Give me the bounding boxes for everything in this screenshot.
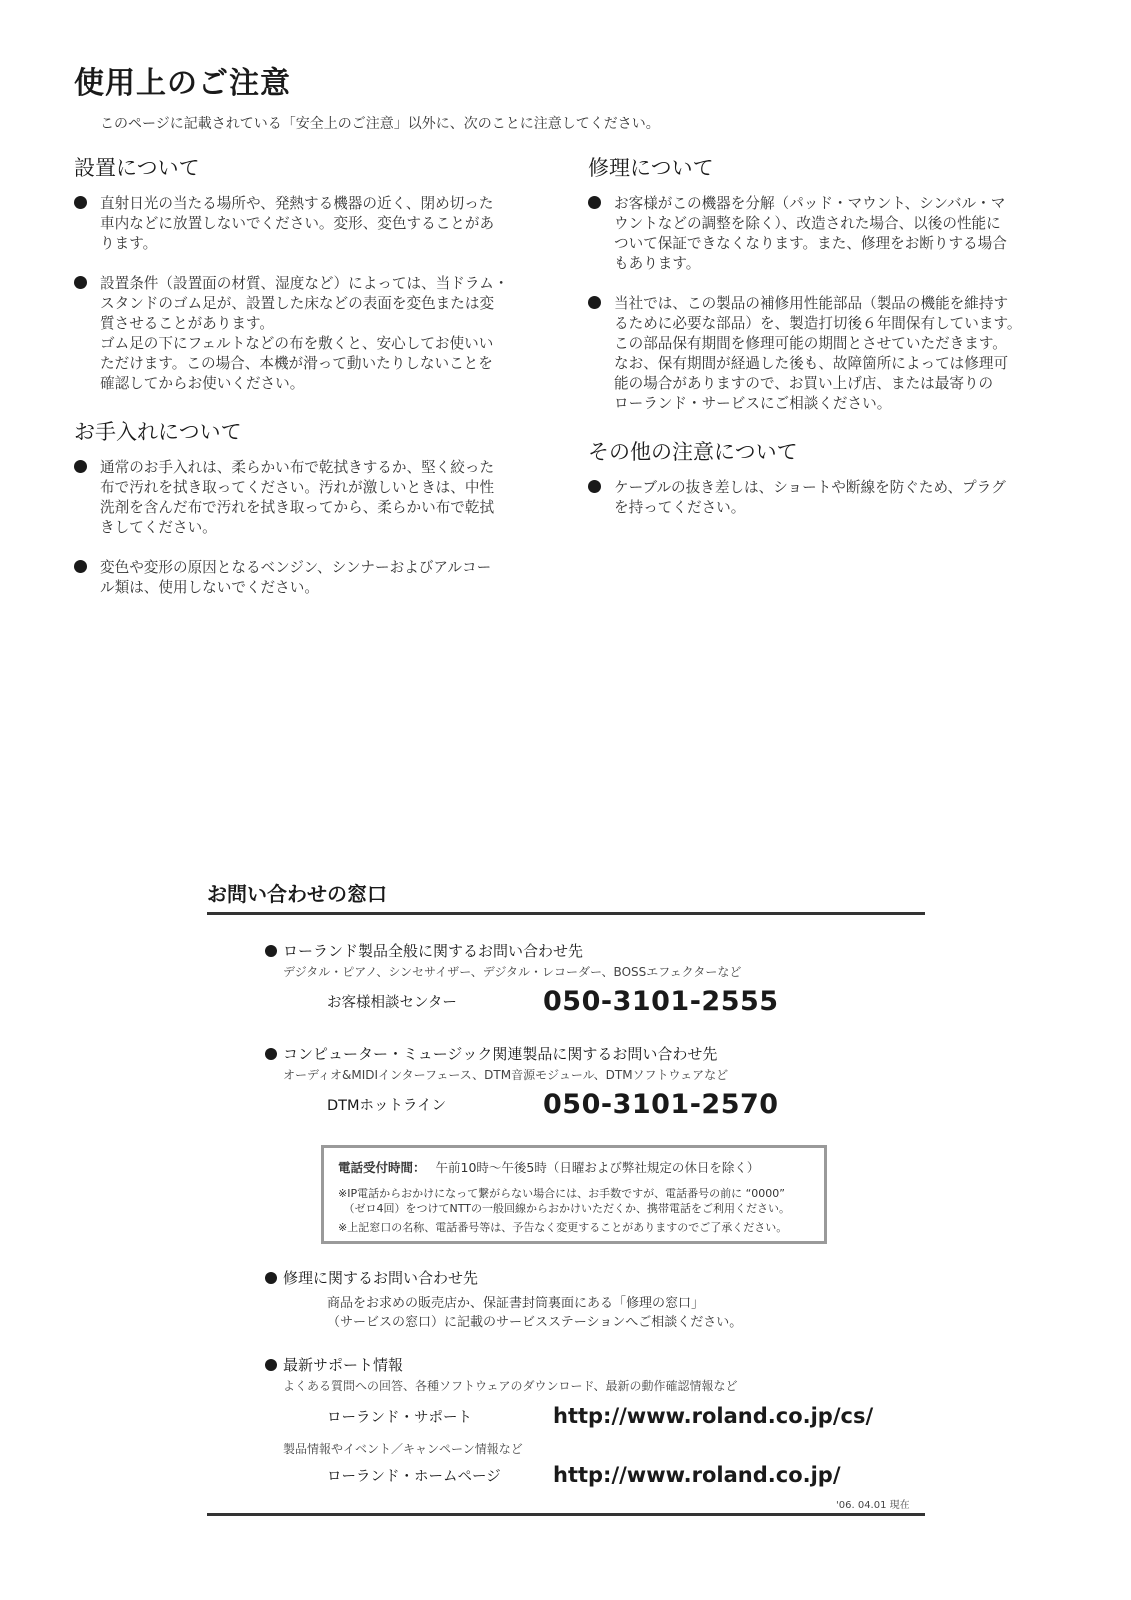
entry-sub: デジタル・ピアノ、シンセサイザー、デジタル・レコーダー、BOSSエフェクターなど (283, 965, 742, 979)
reception-hours (338, 1158, 810, 1176)
care-heading: お手入れについて (74, 420, 242, 444)
bullet-icon (265, 945, 277, 957)
bullet-text: 設置条件（設置面の材質、湿度など）によっては、当ドラム・ スタンドのゴム足が、設置した床などの表面を変色または変 質させることがあります。 ゴム足の下にフェルトなどの布を敷くと、安心してお使いい ただけます。この場合、本機が滑って動いたりしないことを 確認してからお使いください。 (100, 275, 509, 392)
care-section (74, 416, 534, 598)
bullet-icon (74, 196, 87, 209)
divider (207, 1513, 925, 1516)
installation-section (74, 152, 534, 394)
other-notes-section (588, 436, 1048, 518)
other-notes-heading: その他の注意について (588, 440, 798, 464)
entry-sub: オーディオ&MIDIインターフェース、DTM音源モジュール、DTMソフトウェアなど (283, 1068, 729, 1082)
repair-desc-line: 商品をお求めの販売店か、保証書封筒裏面にある「修理の窓口」 (327, 1296, 705, 1311)
page-title: 使用上のご注意 (74, 66, 291, 101)
bullet-icon (74, 560, 87, 573)
repair-heading: 修理について (588, 156, 714, 180)
installation-heading: 設置について (74, 156, 200, 180)
intro-text: このページに記載されている「安全上のご注意」以外に、次のことに注意してください。 (100, 116, 660, 132)
bullet-icon (265, 1272, 277, 1284)
support-entry (265, 1354, 905, 1487)
date-note: '06. 04.01 現在 (836, 1500, 910, 1511)
repair-section (588, 152, 1048, 414)
bullet-icon (74, 276, 87, 289)
phone-number[interactable]: 050-3101-2555 (543, 986, 779, 1017)
list-item (74, 558, 534, 598)
entry-heading: 最新サポート情報 (283, 1356, 404, 1374)
list-item (588, 478, 1048, 518)
roland-products-entry (265, 940, 905, 1017)
bullet-text: ケーブルの抜き差しは、ショートや断線を防ぐため、プラグ を持ってください。 (614, 479, 1006, 516)
phone-number[interactable]: 050-3101-2570 (543, 1089, 779, 1120)
entry-heading: ローランド製品全般に関するお問い合わせ先 (283, 942, 584, 960)
bullet-text: 直射日光の当たる場所や、発熱する機器の近く、閉め切った 車内などに放置しないでください。変形、変色することがあ ります。 (100, 195, 495, 252)
left-column (74, 152, 534, 620)
bullet-icon (588, 480, 601, 493)
hours-label: 電話受付時間： (338, 1160, 426, 1175)
bullet-icon (265, 1048, 277, 1060)
reception-info-box (321, 1145, 827, 1244)
repair-desc-line: （サービスの窓口）に記載のサービスステーションへご相談ください。 (327, 1315, 743, 1330)
right-column (588, 152, 1048, 540)
list-item (74, 274, 534, 394)
bullet-text: お客様がこの機器を分解（パッド・マウント、シンバル・マ ウントなどの調整を除く）、改造された場合、以後の性能に ついて保証できなくなります。また、修理をお断りする場合 もあります。 (614, 195, 1007, 272)
bullet-icon (588, 196, 601, 209)
homepage-label: ローランド・ホームページ (327, 1468, 501, 1485)
dtm-products-entry (265, 1043, 905, 1120)
hours-value: 午前10時〜午後5時（日曜および弊社規定の休日を除く） (435, 1160, 760, 1175)
list-item (74, 458, 534, 538)
repair-desc (327, 1294, 905, 1332)
homepage-url-link[interactable]: http://www.roland.co.jp/ (553, 1463, 841, 1487)
bullet-text: 当社では、この製品の補修用性能部品（製品の機能を維持す るために必要な部品）を、製造打切後６年間保有しています。 この部品保有期間を修理可能の期間とさせていただきます。 なお、保有期間が経過した後も、故障箇所によっては修理可 能の場合がありますので、お買い上げ店、または最寄りの ローランド・サービスにご相談ください。 (614, 295, 1022, 412)
entry-sub: よくある質問への回答、各種ソフトウェアのダウンロード、最新の動作確認情報など (283, 1379, 738, 1393)
bullet-icon (588, 296, 601, 309)
ip-phone-note: ※IP電話からおかけになって繋がらない場合には、お手数ですが、電話番号の前に “0000” （ゼロ4回）をつけてNTTの一般回線からおかけいただくか、携帯電話をご利用ください。 (338, 1187, 790, 1215)
bullet-text: 変色や変形の原因となるベンジン、シンナーおよびアルコー ル類は、使用しないでください。 (100, 559, 492, 596)
contact-section (207, 878, 927, 907)
phone-label: DTMホットライン (327, 1098, 447, 1114)
bullet-icon (265, 1359, 277, 1371)
support-url-link[interactable]: http://www.roland.co.jp/cs/ (553, 1404, 874, 1428)
list-item (74, 194, 534, 254)
bullet-text: 通常のお手入れは、柔らかい布で乾拭きするか、堅く絞った 布で汚れを拭き取ってください。汚れが激しいときは、中性 洗剤を含んだ布で汚れを拭き取ってから、柔らかい布で乾拭 きしてください。 (100, 459, 495, 536)
list-item (588, 294, 1048, 414)
contact-title: お問い合わせの窓口 (207, 882, 387, 906)
change-note: ※上記窓口の名称、電話番号等は、予告なく変更することがありますのでご了承ください。 (338, 1221, 788, 1234)
entry-heading: コンピューター・ミュージック関連製品に関するお問い合わせ先 (283, 1045, 718, 1063)
phone-label: お客様相談センター (327, 995, 457, 1011)
bullet-icon (74, 460, 87, 473)
repair-contact-entry (265, 1267, 905, 1332)
support-label: ローランド・サポート (327, 1409, 472, 1426)
entry-sub: 製品情報やイベント／キャンペーン情報など (283, 1442, 523, 1456)
divider (207, 912, 925, 915)
list-item (588, 194, 1048, 274)
entry-heading: 修理に関するお問い合わせ先 (283, 1269, 479, 1287)
